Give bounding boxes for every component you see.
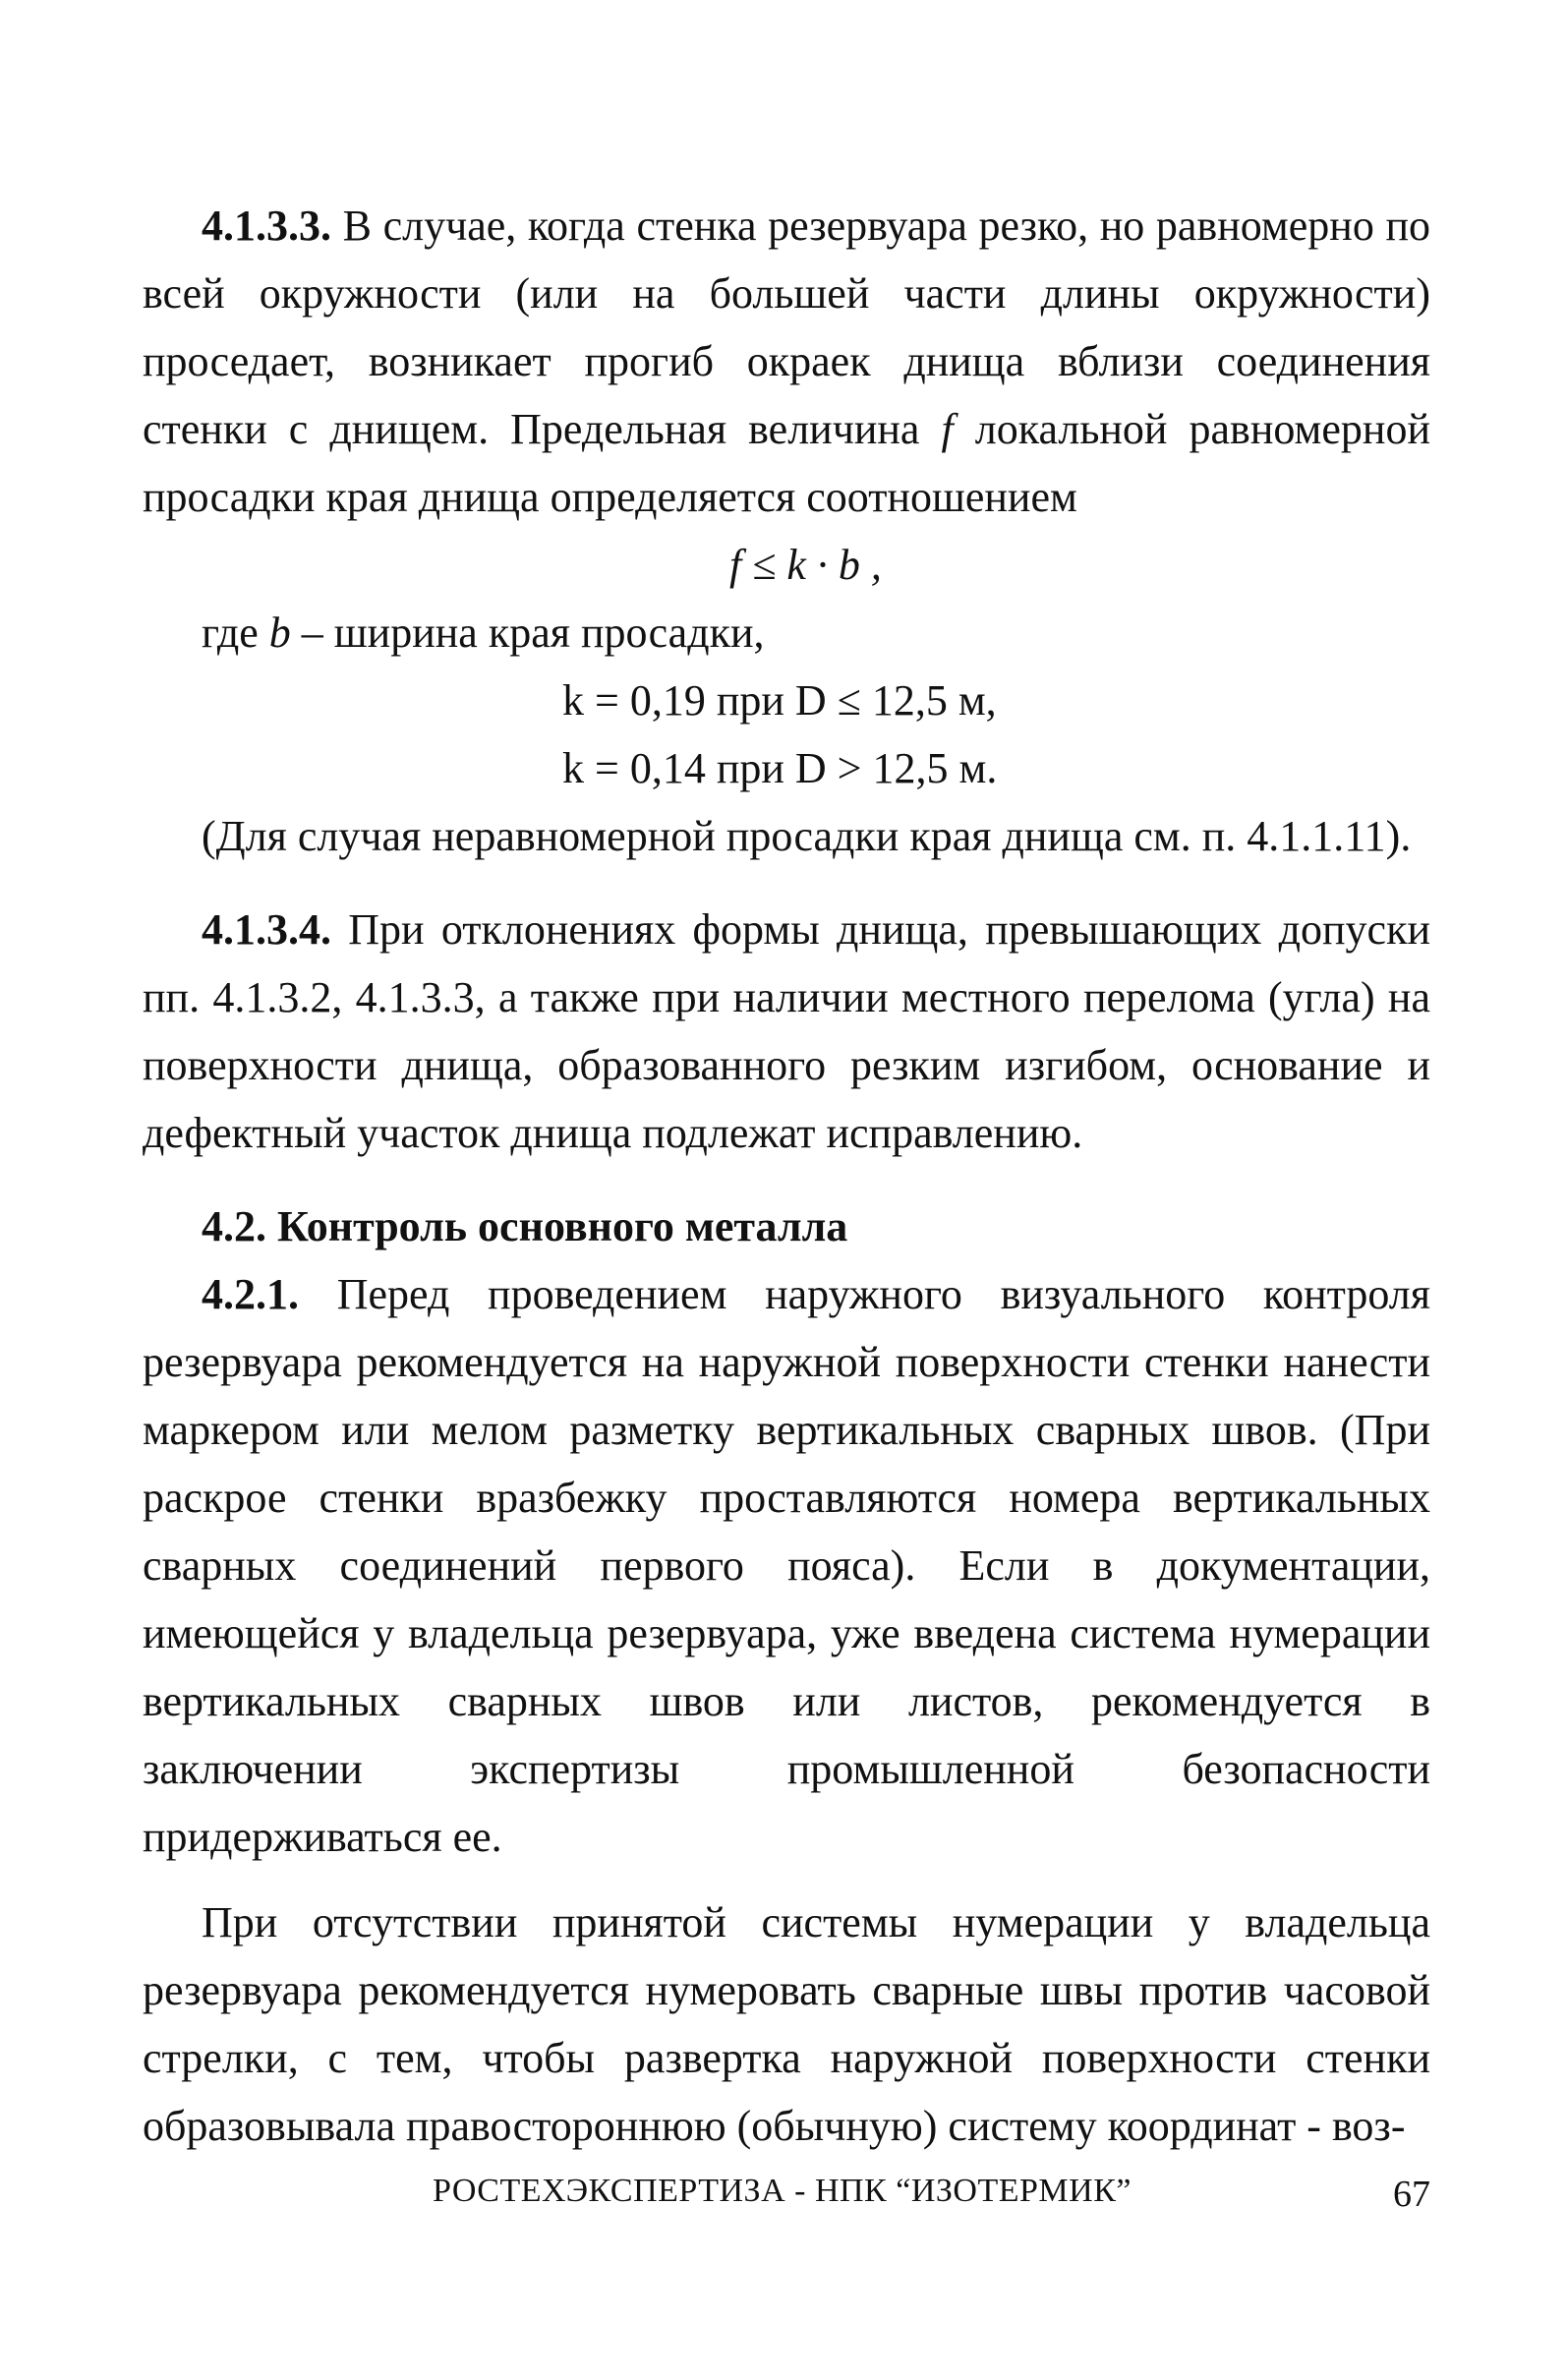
paragraph-text: При отклонениях формы днища, превышающих допуски пп. 4.1.3.2, 4.1.3.3, а также при наличии местного перелома (угла) на поверхности днища, образованного резким изгибом, основание и дефектный участок днища подлежат исправлению. (143, 905, 1430, 1157)
footer-title: РОСТЕХЭКСПЕРТИЗА - НПК “ИЗОТЕРМИК” (433, 2173, 1132, 2209)
page-body (143, 192, 1430, 2160)
where-text: – ширина края просадки, (290, 609, 765, 657)
paragraph-text: В случае, когда стенка резервуара резко, но равномерно по всей окружности (или на большей части длины окружности) проседает, возникает прогиб окраек днища вблизи соединения стенки с днищем. Предельная величина (143, 202, 1430, 453)
paragraph-4-2-1 (143, 1260, 1430, 1871)
paragraph-4-1-3-4 (143, 896, 1430, 1167)
paragraph-text: Перед проведением наружного визуального контроля резервуара рекомендуется на наружной поверхности стенки нанести маркером или мелом разметку вертикальных сварных швов. (При раскрое стенки вразбежку проставляются номера вертикальных сварных соединений первого пояса). Если в документации, имеющейся у владельца резервуара, уже введена система нумерации вертикальных сварных швов или листов, рекомендуется в заключении экспертизы промышленной безопасности придерживаться ее. (143, 1270, 1430, 1861)
formula-where (143, 599, 1430, 667)
section-number: 4.2.1. (202, 1270, 299, 1318)
page-number: 67 (1393, 2174, 1430, 2215)
condition-1: k = 0,19 при D ≤ 12,5 м, (562, 676, 997, 725)
formula-main: f ≤ k · b , (729, 541, 882, 589)
note-paragraph: (Для случая неравномерной просадки края днища см. п. 4.1.1.11). (202, 812, 1412, 860)
paragraph-last: При отсутствии принятой системы нумерации у владельца резервуара рекомендуется нумеровать сварные швы против часовой стрелки, с тем, чтобы развертка наружной поверхности стенки образовывала правостороннюю (обычную) систему координат - воз- (143, 1898, 1430, 2150)
condition-2: k = 0,14 при D > 12,5 м. (562, 744, 998, 792)
section-heading: 4.2. Контроль основного металла (202, 1202, 848, 1250)
paragraph-text: локальной равномерной просадки края днища определяется соотношением (143, 405, 1430, 521)
paragraph-4-1-3-3 (143, 192, 1430, 531)
section-number: 4.1.3.3. (202, 202, 331, 250)
variable-f: f (941, 405, 954, 453)
variable-b: b (268, 609, 291, 657)
section-number: 4.1.3.4. (202, 905, 331, 954)
where-prefix: где (202, 609, 269, 657)
